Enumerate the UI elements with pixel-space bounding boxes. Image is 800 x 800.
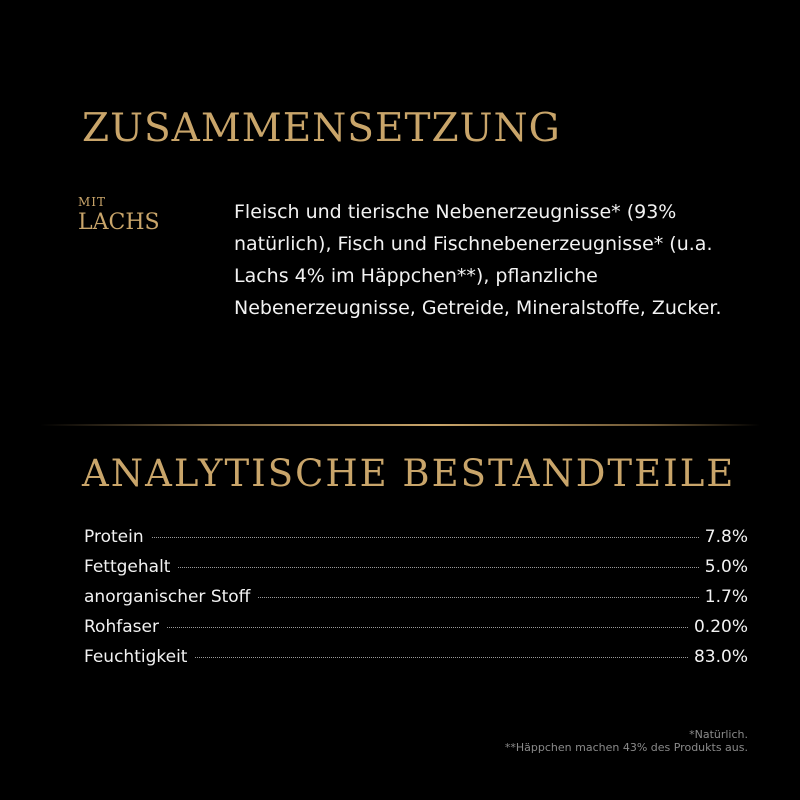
dot-leader (178, 567, 698, 568)
dot-leader (152, 537, 699, 538)
analysis-row-value: 7.8% (704, 527, 748, 547)
analysis-row-anorganischer-stoff (84, 587, 748, 617)
section-divider (40, 424, 760, 426)
analysis-row-value: 5.0% (704, 557, 748, 577)
analysis-table (84, 527, 748, 677)
analysis-row-value: 1.7% (704, 587, 748, 607)
variant-prefix: MIT (78, 195, 107, 209)
analysis-row-feuchtigkeit (84, 647, 748, 677)
analysis-row-name: Protein (84, 527, 144, 547)
footnote-natural: *Natürlich. (689, 728, 748, 741)
variant-name: LACHS (78, 210, 160, 235)
analysis-row-name: Rohfaser (84, 617, 159, 637)
footnote-chunks: **Häppchen machen 43% des Produkts aus. (504, 741, 748, 754)
analysis-row-value: 83.0% (693, 647, 748, 667)
analysis-row-protein (84, 527, 748, 557)
analysis-row-fettgehalt (84, 557, 748, 587)
composition-title: ZUSAMMENSETZUNG (82, 106, 561, 151)
footnotes (505, 728, 748, 754)
dot-leader (167, 627, 688, 628)
analysis-row-name: Fettgehalt (84, 557, 171, 577)
analysis-row-value: 0.20% (693, 617, 748, 637)
ingredients-text: Fleisch und tierische Nebenerzeugnisse* (93% natürlich), Fisch und Fischnebenerzeugnisse* (u.a. Lachs 4% im Häppchen**), pflanzliche Nebenerzeugnisse, Getreide, Mineralstoffe, Zucker. (234, 201, 722, 319)
analysis-row-name: anorganischer Stoff (84, 587, 251, 607)
dot-leader (258, 597, 698, 598)
dot-leader (195, 657, 688, 658)
variant-label (78, 196, 160, 234)
analysis-row-rohfaser (84, 617, 748, 647)
analysis-title: ANALYTISCHE BESTANDTEILE (82, 452, 736, 495)
analysis-row-name: Feuchtigkeit (84, 647, 188, 667)
